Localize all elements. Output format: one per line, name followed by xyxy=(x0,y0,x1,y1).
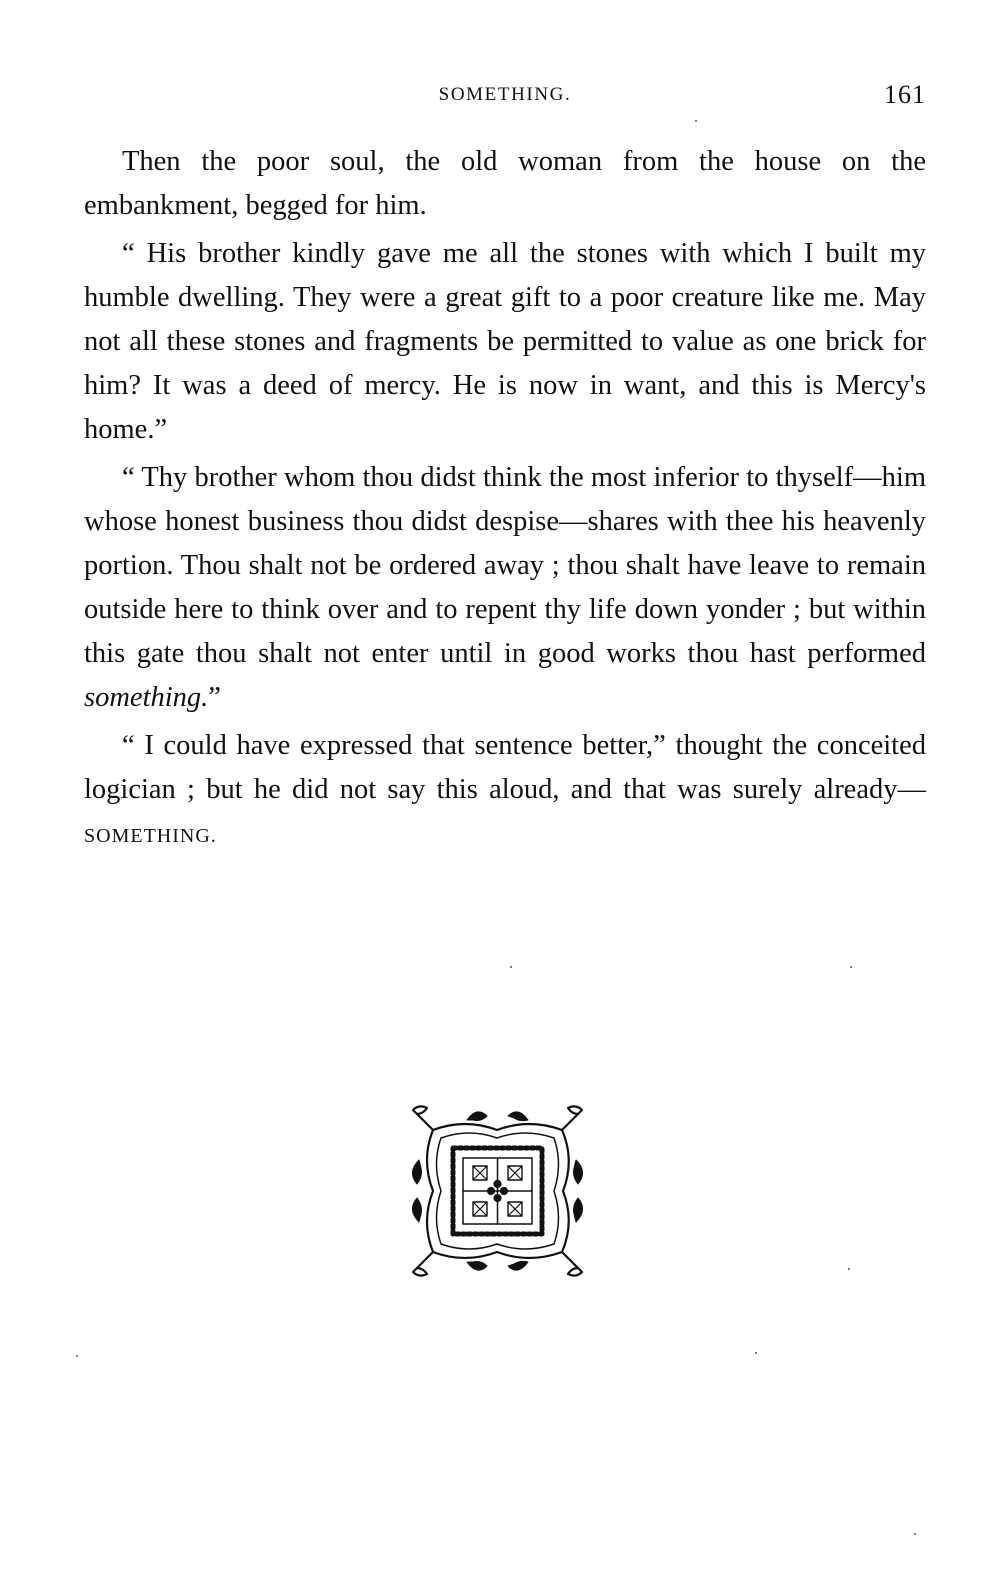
decorative-tailpiece-ornament-icon xyxy=(405,1100,590,1282)
paragraph-3-closing: ” xyxy=(208,682,221,713)
page-speck xyxy=(850,966,852,968)
page-speck xyxy=(755,1352,757,1354)
running-head xyxy=(84,80,926,110)
running-title: SOMETHING. xyxy=(438,84,572,105)
paragraph-4-text: “ I could have expressed that sentence better,” thought the conceited logician ; but he did not say this aloud, and that was surely already— xyxy=(84,730,926,805)
page-number: 161 xyxy=(884,80,926,109)
page-speck xyxy=(76,1355,78,1357)
paragraph-3-emphasis: something. xyxy=(84,682,209,713)
body-text xyxy=(84,140,926,862)
paragraph-3-text: “ Thy brother whom thou didst think the most inferior to thyself—him whose honest business thou didst despise—shares with thee his heavenly portion. Thou shalt not be ordered away ; thou shalt have leave to remain outside here to think over and to repent thy life down yonder ; but within this gate thou shalt not enter until in good works thou hast performed xyxy=(84,462,926,669)
paragraph-2-text: “ His brother kindly gave me all the stones with which I built my humble dwelling. They were a great gift to a poor creature like me. May not all these stones and fragments be permitted to value as one brick for him? It was a deed of mercy. He is now in want, and this is Mercy's home.” xyxy=(84,238,926,445)
paragraph-3 xyxy=(84,456,926,720)
page-speck xyxy=(914,1533,916,1535)
page-speck xyxy=(848,1268,850,1270)
page-speck xyxy=(695,120,697,122)
paragraph-1 xyxy=(84,140,926,228)
paragraph-2 xyxy=(84,232,926,452)
paragraph-4 xyxy=(84,724,926,858)
page-speck xyxy=(510,966,512,968)
paragraph-1-text: Then the poor soul, the old woman from the house on the embankment, begged for him. xyxy=(84,146,926,221)
paragraph-4-smallcaps: SOMETHING. xyxy=(84,825,217,847)
